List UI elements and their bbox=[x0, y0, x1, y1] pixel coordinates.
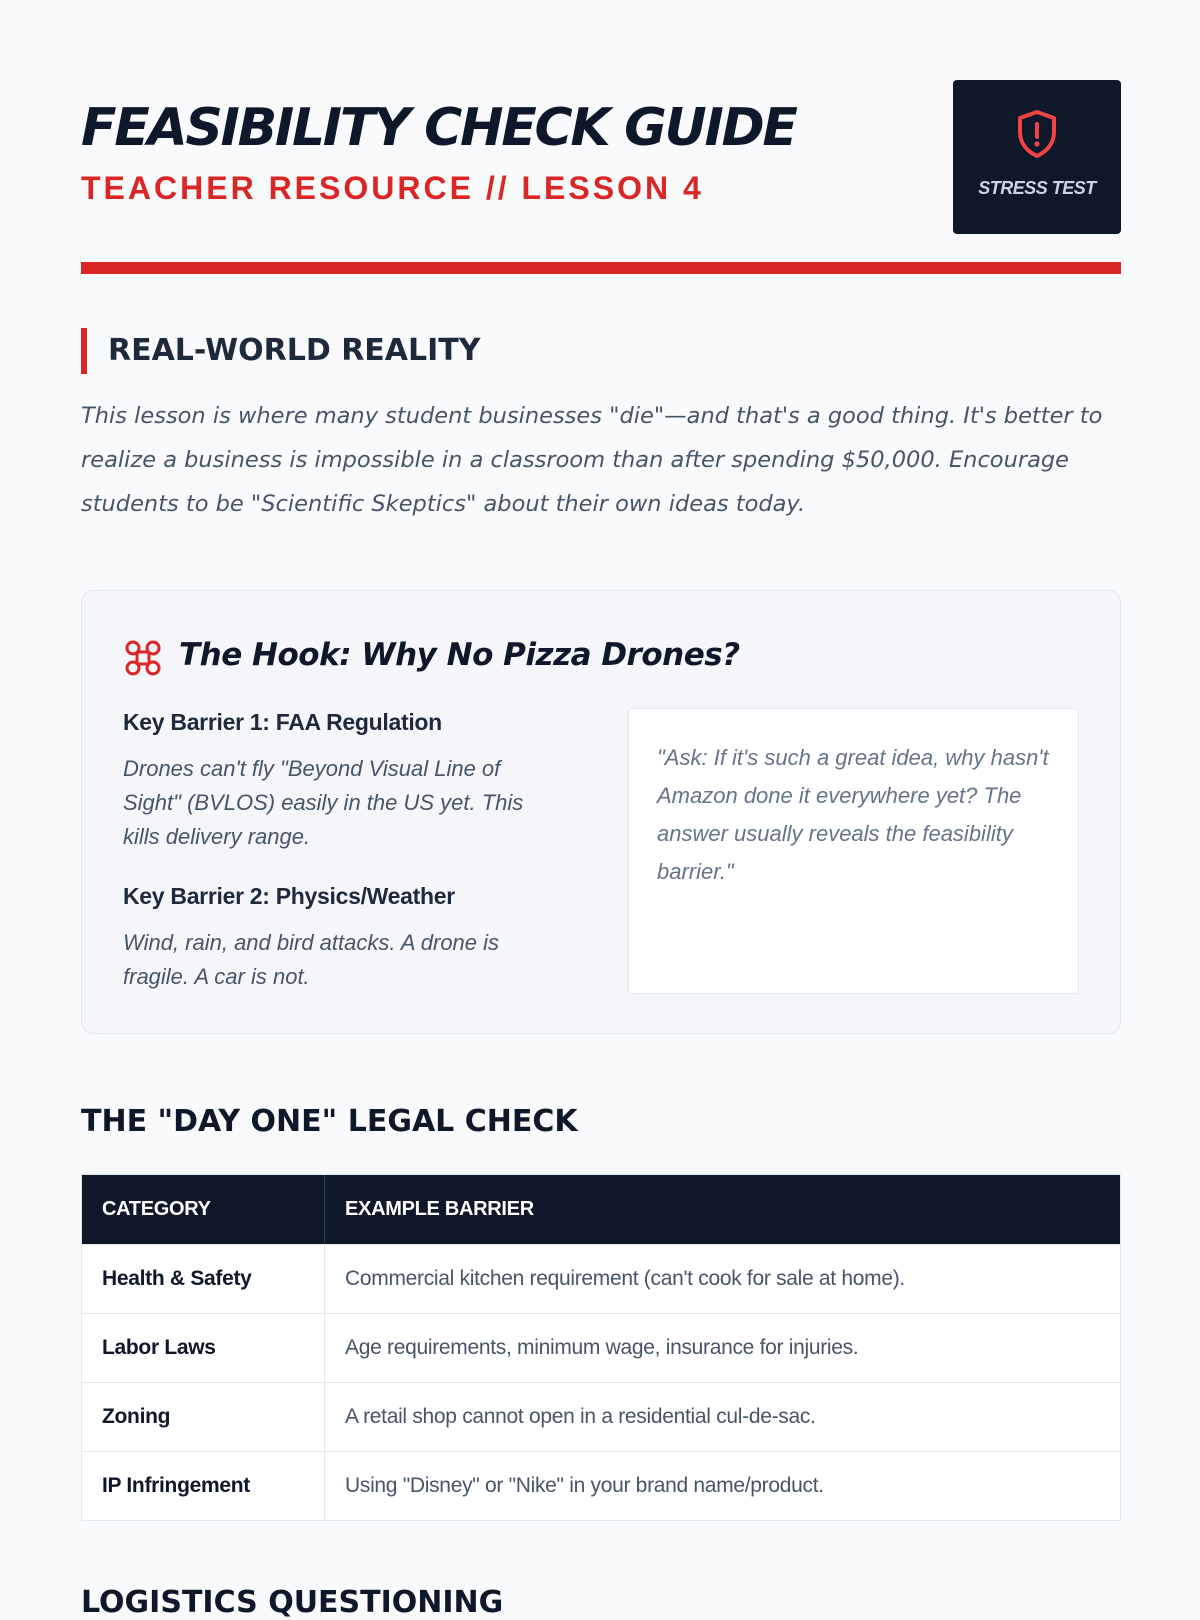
example-cell: Using "Disney" or "Nike" in your brand name/product. bbox=[345, 1474, 824, 1497]
section-title-reality: REAL-WORLD REALITY bbox=[108, 333, 481, 368]
hook-card bbox=[81, 590, 1121, 1034]
legal-check-table bbox=[81, 1174, 1121, 1521]
page-subtitle: TEACHER RESOURCE // LESSON 4 bbox=[81, 170, 704, 206]
barrier-heading: Key Barrier 1: FAA Regulation bbox=[123, 709, 442, 735]
reality-intro-text: This lesson is where many student businesses "die"—and that's a good thing. It's better to realize a business is impossible in a classroom than after spending $50,000. Encourage students to be "Scientific Skeptics" about their own ideas today. bbox=[81, 403, 1103, 517]
teacher-prompt-quote: "Ask: If it's such a great idea, why hasn't Amazon done it everywhere yet? The answer usually reveals the feasibility barrier." bbox=[657, 745, 1049, 884]
category-cell: Health & Safety bbox=[82, 1245, 325, 1313]
column-header: EXAMPLE BARRIER bbox=[345, 1198, 534, 1220]
shield-alert-icon bbox=[1014, 108, 1060, 160]
example-cell: Commercial kitchen requirement (can't cook for sale at home). bbox=[345, 1267, 905, 1290]
example-cell: A retail shop cannot open in a residential cul-de-sac. bbox=[345, 1405, 816, 1428]
table-row bbox=[82, 1382, 1120, 1451]
barrier-item bbox=[123, 883, 563, 994]
category-cell: IP Infringement bbox=[82, 1452, 325, 1520]
table-row bbox=[82, 1244, 1120, 1313]
barrier-text: Wind, rain, and bird attacks. A drone is fragile. A car is not. bbox=[123, 930, 500, 989]
table-header-row bbox=[82, 1175, 1120, 1244]
table-row bbox=[82, 1451, 1120, 1520]
section-title-logistics: LOGISTICS QUESTIONING bbox=[81, 1585, 504, 1620]
example-cell: Age requirements, minimum wage, insurance for injuries. bbox=[345, 1336, 859, 1359]
table-row bbox=[82, 1313, 1120, 1382]
page-title: FEASIBILITY CHECK GUIDE bbox=[81, 98, 796, 158]
teacher-prompt-box bbox=[628, 708, 1079, 994]
section-accent-bar bbox=[81, 328, 87, 374]
hook-title: The Hook: Why No Pizza Drones? bbox=[179, 637, 740, 673]
badge-label: STRESS TEST bbox=[978, 178, 1096, 198]
barrier-text: Drones can't fly "Beyond Visual Line of Sight" (BVLOS) easily in the US yet. This kills delivery range. bbox=[123, 756, 524, 849]
drone-icon bbox=[124, 639, 162, 677]
barrier-heading: Key Barrier 2: Physics/Weather bbox=[123, 883, 455, 909]
section-title-legal-check: THE "DAY ONE" LEGAL CHECK bbox=[81, 1104, 578, 1139]
column-header: CATEGORY bbox=[82, 1175, 325, 1244]
page-header bbox=[81, 80, 1121, 235]
category-cell: Labor Laws bbox=[82, 1314, 325, 1382]
category-cell: Zoning bbox=[82, 1383, 325, 1451]
stress-test-badge bbox=[953, 80, 1121, 234]
header-divider bbox=[81, 262, 1121, 274]
barrier-item bbox=[123, 709, 563, 854]
